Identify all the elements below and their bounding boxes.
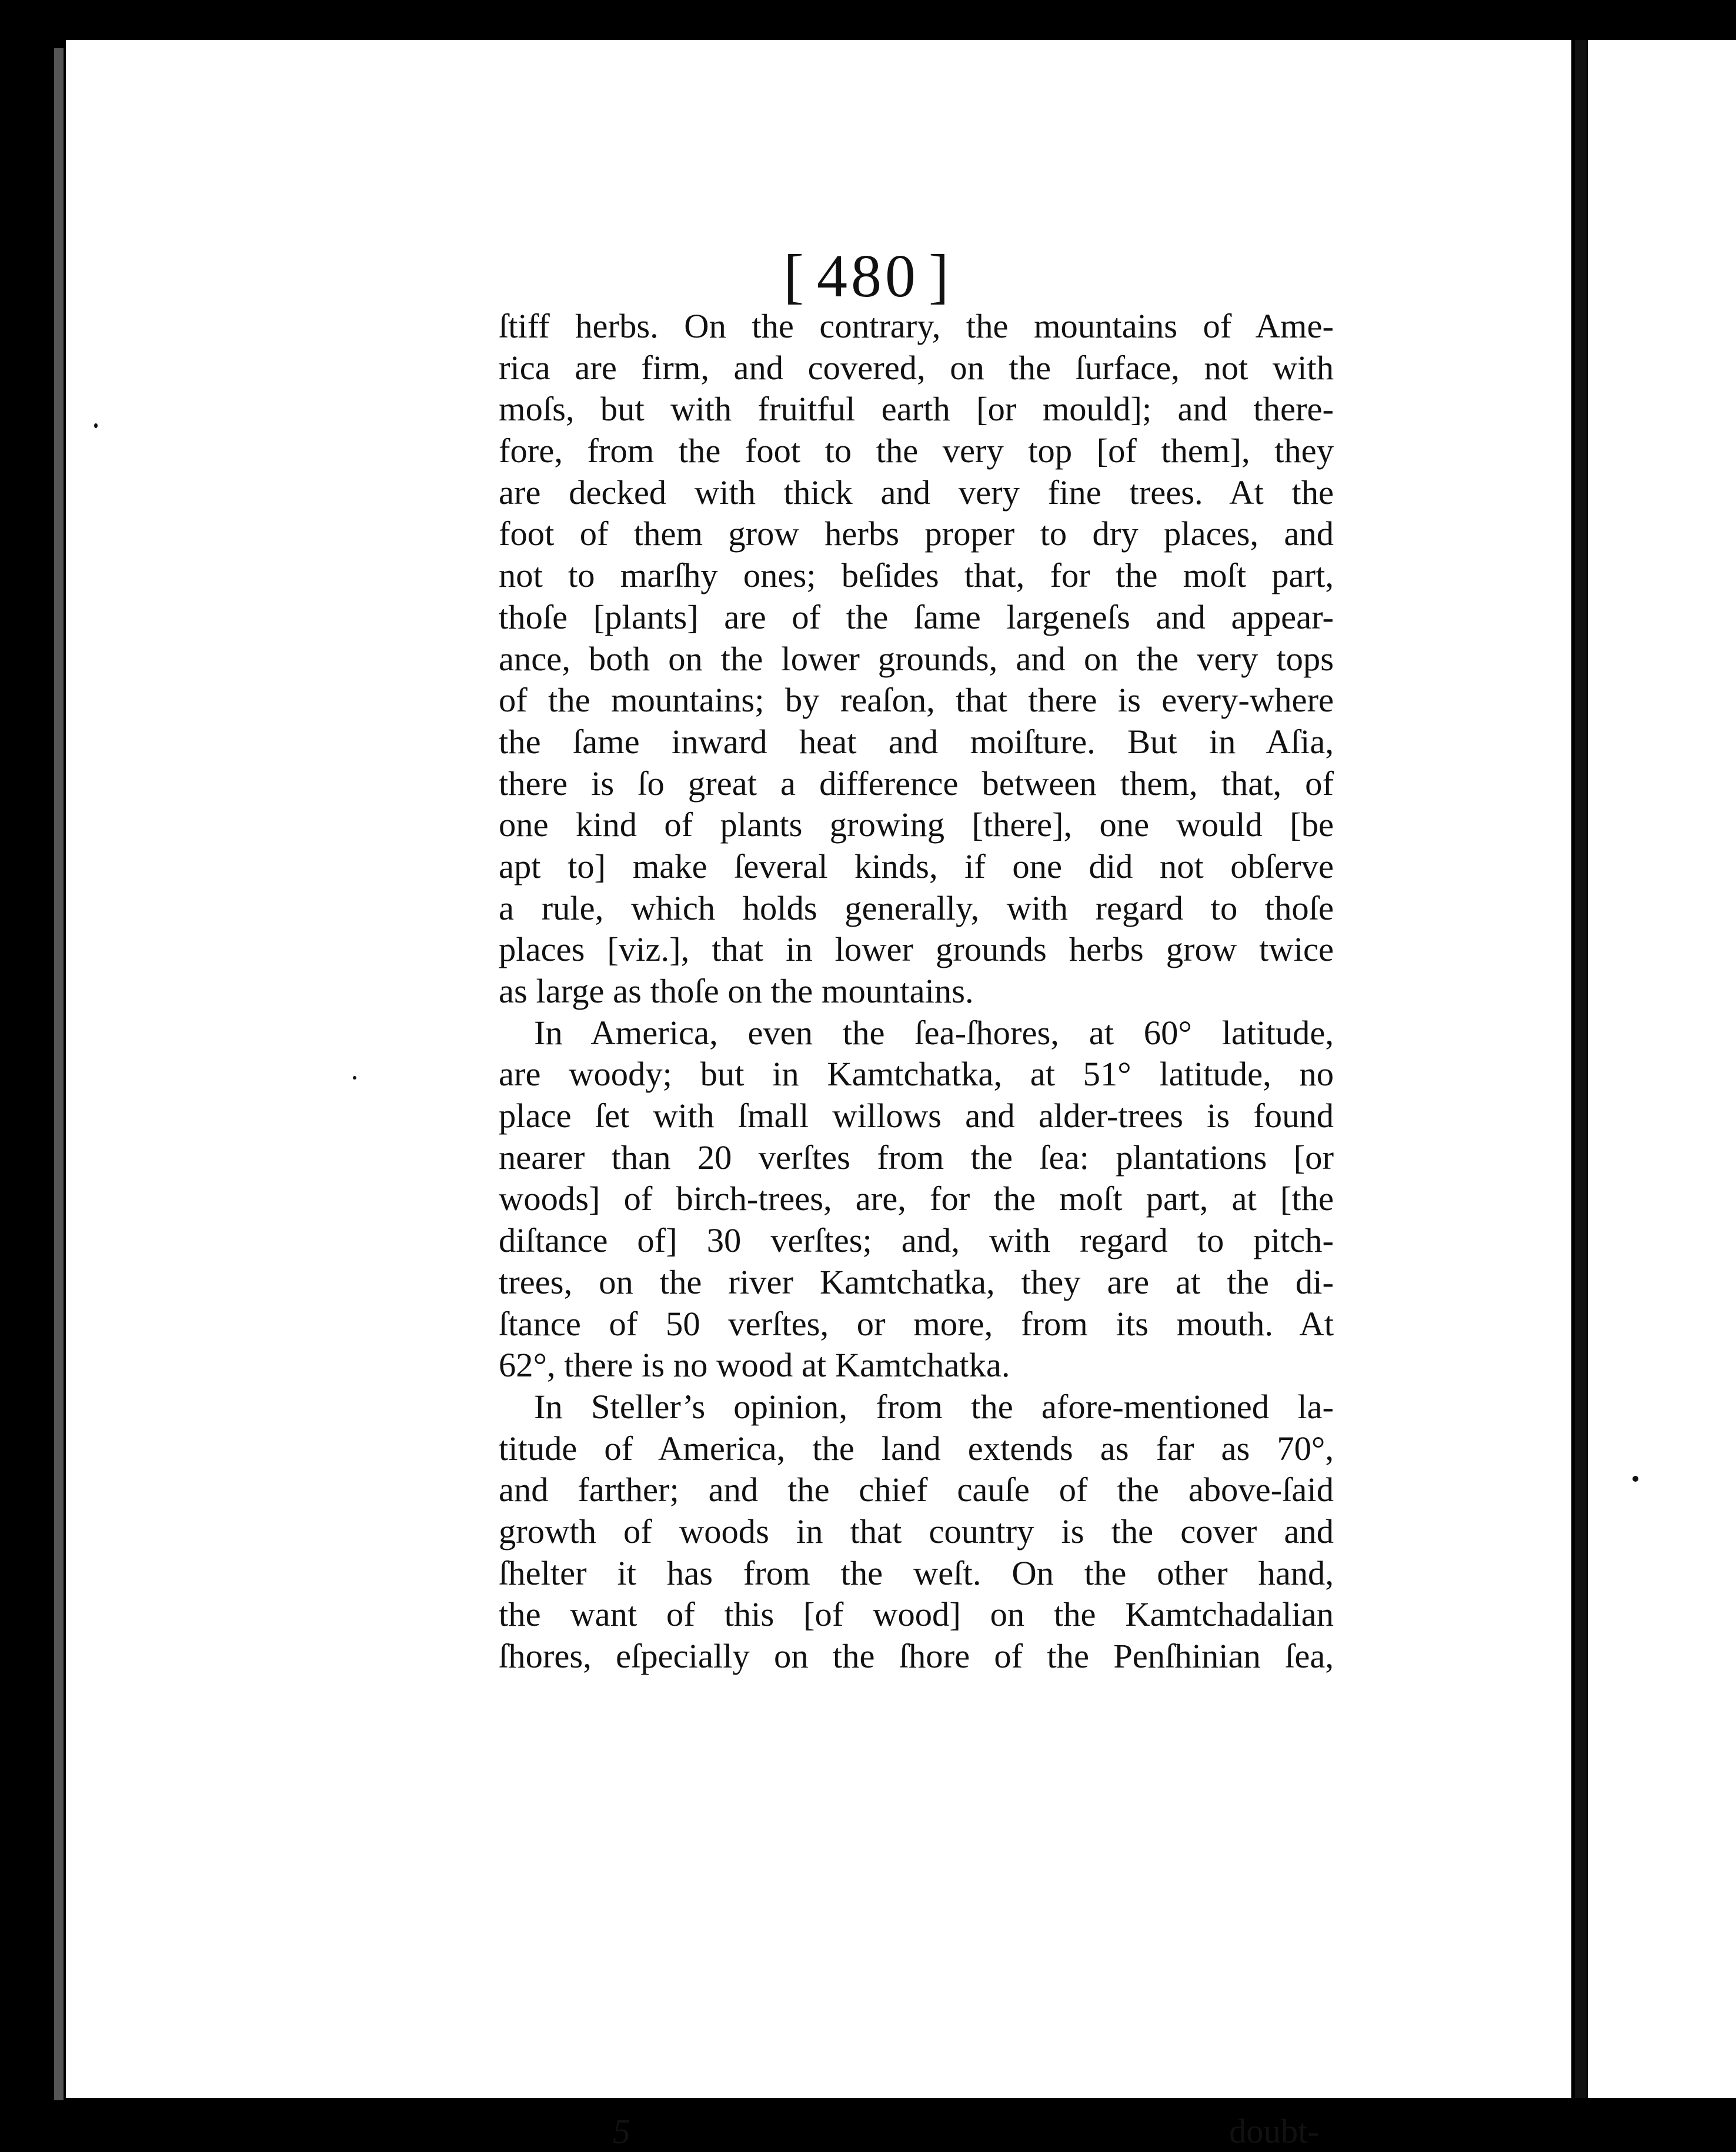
- text-line: thoſe [plants] are of the ſame largeneſs and appear-: [499, 597, 1334, 636]
- header-bracket-open: [: [783, 242, 807, 310]
- text-line: there is ſo great a difference between them, that, of: [499, 764, 1334, 803]
- page-edge-shadow: [54, 48, 64, 2100]
- text-line: ſtance of 50 verſtes, or more, from its mouth. At: [499, 1304, 1334, 1343]
- text-line: ſtiff herbs. On the contrary, the mountains of Ame-: [499, 307, 1334, 345]
- header-bracket-close: ]: [929, 242, 953, 310]
- text-line: places [viz.], that in lower grounds herbs grow twice: [499, 930, 1334, 969]
- text-line: apt to] make ſeveral kinds, if one did not obſerve: [499, 847, 1334, 885]
- text-line: growth of woods in that country is the cover and: [499, 1512, 1334, 1550]
- text-line: of the mountains; by reaſon, that there is every-where: [499, 681, 1334, 720]
- text-line: are woody; but in Kamtchatka, at 51° latitude, no: [499, 1055, 1334, 1094]
- text-line: the ſame inward heat and moiſture. But in Aſia,: [499, 722, 1334, 761]
- text-line: rica are firm, and covered, on the ſurface, not with: [499, 348, 1334, 387]
- text-line: In Steller’s opinion, from the afore-mentioned la-: [534, 1387, 1334, 1426]
- page-gutter: [1575, 40, 1587, 2098]
- text-line: not to marſhy ones; beſides that, for the moſt part,: [499, 556, 1334, 595]
- text-line: as large as thoſe on the mountains.: [499, 972, 974, 1010]
- text-line: place ſet with ſmall willows and alder-trees is found: [499, 1097, 1334, 1135]
- adjacent-page: [1588, 40, 1736, 2098]
- text-line: 62°, there is no wood at Kamtchatka.: [499, 1346, 1010, 1385]
- speck: [94, 423, 98, 428]
- text-line: titude of America, the land extends as far as 70°,: [499, 1429, 1334, 1468]
- text-line: a rule, which holds generally, with regard to thoſe: [499, 888, 1334, 927]
- text-line: woods] of birch-trees, are, for the moſt part, at [the: [499, 1179, 1334, 1218]
- text-line: ſhores, eſpecially on the ſhore of the Penſhinian ſea,: [499, 1637, 1334, 1675]
- text-line: the want of this [of wood] on the Kamtchadalian: [499, 1595, 1334, 1634]
- text-line: ſhelter it has from the weſt. On the other hand,: [499, 1553, 1334, 1592]
- body-text: [499, 306, 1334, 1678]
- page-header: [0, 241, 1736, 312]
- text-line: trees, on the river Kamtchatka, they are at the di-: [499, 1262, 1334, 1301]
- text-line: foot of them grow herbs proper to dry places, and: [499, 514, 1334, 553]
- speck: [353, 1076, 356, 1080]
- text-line: diſtance of] 30 verſtes; and, with regard to pitch-: [499, 1221, 1334, 1260]
- signature-mark: 5: [613, 2112, 630, 2151]
- page-number: 480: [817, 242, 919, 310]
- text-line: and farther; and the chief cauſe of the above-ſaid: [499, 1471, 1334, 1509]
- text-line: are decked with thick and very fine trees. At the: [499, 473, 1334, 512]
- text-line: nearer than 20 verſtes from the ſea: plantations [or: [499, 1138, 1334, 1177]
- text-line: fore, from the foot to the very top [of them], they: [499, 432, 1334, 470]
- catchword: doubt-: [1229, 2112, 1319, 2150]
- text-line: ance, both on the lower grounds, and on the very tops: [499, 639, 1334, 678]
- text-line: In America, even the ſea-ſhores, at 60° latitude,: [534, 1013, 1334, 1052]
- text-line: one kind of plants growing [there], one would [be: [499, 806, 1334, 844]
- text-line: moſs, but with fruitful earth [or mould]; and there-: [499, 390, 1334, 429]
- speck: [1632, 1476, 1638, 1482]
